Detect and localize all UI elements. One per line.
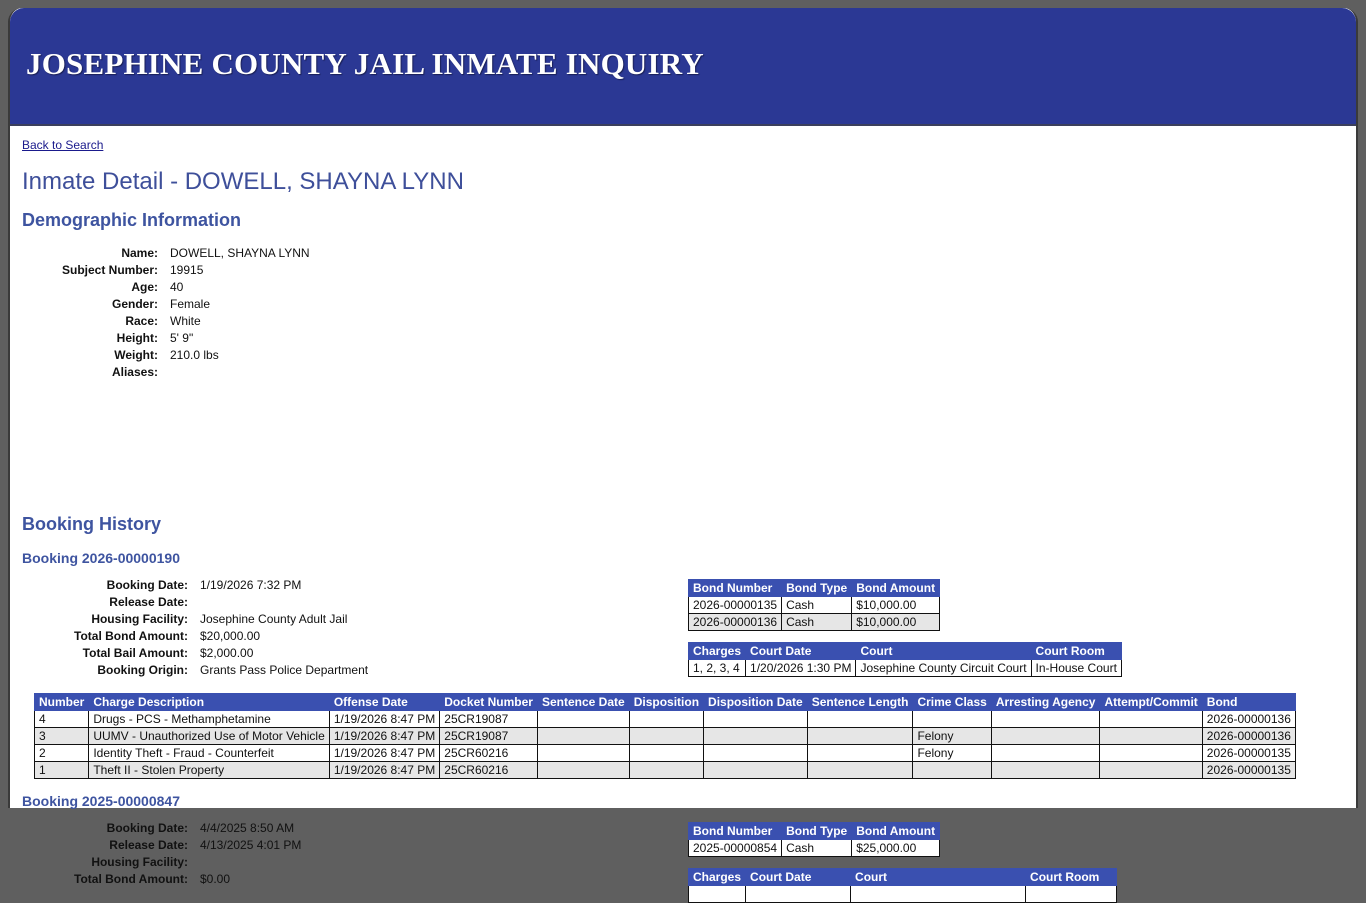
charge-number-cell: 2 [35,745,89,762]
crime-class-cell: Felony [913,745,991,762]
bond-amount-cell: $10,000.00 [852,614,940,631]
field-value: 4/4/2025 8:50 AM [200,821,295,835]
booking-details-table [62,820,301,888]
column-header: Bond Amount [852,823,940,840]
column-header: Offense Date [329,694,439,711]
bond-type-cell: Cash [782,840,852,857]
disposition-date-cell [704,745,808,762]
field-value: White [170,314,201,328]
field-label: Weight: [114,348,158,362]
table-row [689,660,1122,677]
disposition-cell [629,745,703,762]
docket-number-cell: 25CR19087 [440,711,538,728]
crime-class-cell [913,762,991,779]
table-row [35,745,1296,762]
field-label: Total Bail Amount: [82,646,188,660]
field-label: Aliases: [111,365,158,379]
field-value: $0.00 [200,872,231,886]
field-row-age [50,279,310,296]
field-value: 4/13/2025 4:01 PM [200,838,302,852]
field-label: Race: [125,314,158,328]
field-value: Grants Pass Police Department [200,663,369,677]
field-value [200,594,368,611]
field-row-aliases [50,364,310,381]
field-value: $20,000.00 [200,629,261,643]
booking-title: Booking 2026-00000190 [22,550,180,566]
field-value: 40 [170,280,184,294]
column-header: Court Date [746,643,856,660]
court-table [688,868,1117,903]
column-header: Bond Type [782,823,852,840]
field-label: Booking Date: [106,578,188,592]
disposition-cell [629,711,703,728]
sentence-date-cell [537,711,629,728]
sentence-length-cell [807,762,913,779]
field-row-gender [50,296,310,313]
bond-cell: 2026-00000135 [1202,745,1295,762]
sentence-date-cell [537,745,629,762]
page-frame [8,8,1358,886]
column-header: Court Room [1031,643,1121,660]
charges-cell: 1, 2, 3, 4 [689,660,746,677]
column-header: Sentence Date [537,694,629,711]
charge-description-cell: UUMV - Unauthorized Use of Motor Vehicle [89,728,329,745]
field-label: Total Bond Amount: [74,629,188,643]
field-row-subject-number [50,262,310,279]
table-row [689,840,940,857]
charge-description-cell: Theft II - Stolen Property [89,762,329,779]
sentence-length-cell [807,728,913,745]
sentence-length-cell [807,745,913,762]
table-row [689,886,1117,903]
field-label: Booking Origin: [97,663,188,677]
field-label: Age: [131,280,158,294]
sentence-date-cell [537,728,629,745]
arresting-agency-cell [991,728,1100,745]
field-value [170,364,310,381]
column-header: Charges [689,643,746,660]
column-header: Court Room [1026,869,1117,886]
bonds-table [688,579,940,631]
attempt-commit-cell [1100,762,1202,779]
field-label: Subject Number: [61,263,158,277]
bond-type-cell: Cash [782,614,852,631]
crime-class-cell [913,711,991,728]
table-row [689,597,940,614]
column-header: Charges [689,869,746,886]
booking-title: Booking 2025-00000847 [22,793,180,809]
arresting-agency-cell [991,711,1100,728]
sentence-date-cell [537,762,629,779]
column-header: Bond Amount [852,580,940,597]
field-value: 5' 9" [170,331,194,345]
bond-type-cell: Cash [782,597,852,614]
disposition-date-cell [704,762,808,779]
bond-cell: 2026-00000136 [1202,711,1295,728]
court-table [688,642,1122,677]
charge-number-cell: 1 [35,762,89,779]
demographic-section-title: Demographic Information [22,210,242,230]
bond-number-cell: 2026-00000135 [689,597,782,614]
docket-number-cell: 25CR60216 [440,745,538,762]
field-value: 1/19/2026 7:32 PM [200,578,302,592]
header-banner [10,8,1356,126]
bond-amount-cell: $10,000.00 [852,597,940,614]
bonds-table [688,822,940,857]
court-cell: Josephine County Circuit Court [856,660,1031,677]
column-header: Bond Type [782,580,852,597]
charge-description-cell: Drugs - PCS - Methamphetamine [89,711,329,728]
field-label: Total Bond Amount: [74,872,188,886]
offense-date-cell: 1/19/2026 8:47 PM [329,745,439,762]
field-label: Booking Date: [106,821,188,835]
page-title: Inmate Detail - DOWELL, SHAYNA LYNN [22,168,464,195]
bond-number-cell: 2026-00000136 [689,614,782,631]
field-label: Height: [116,331,158,345]
charge-description-cell: Identity Theft - Fraud - Counterfeit [89,745,329,762]
arresting-agency-cell [991,745,1100,762]
back-to-search-link[interactable]: Back to Search [22,138,104,152]
column-header: Bond [1202,694,1295,711]
disposition-cell [629,762,703,779]
field-value [200,854,301,871]
column-header: Disposition Date [704,694,808,711]
disposition-date-cell [704,711,808,728]
charges-table [34,693,1296,779]
field-label: Housing Facility: [91,855,188,869]
field-label: Name: [121,246,158,260]
field-value: $2,000.00 [200,646,254,660]
attempt-commit-cell [1100,711,1202,728]
offense-date-cell: 1/19/2026 8:47 PM [329,711,439,728]
column-header: Court [851,869,1026,886]
disposition-cell [629,728,703,745]
field-row-race [50,313,310,330]
column-header: Bond Number [689,823,782,840]
bond-amount-cell: $25,000.00 [852,840,940,857]
offense-date-cell: 1/19/2026 8:47 PM [329,728,439,745]
disposition-date-cell [704,728,808,745]
column-header: Sentence Length [807,694,913,711]
booking-details-table [62,577,368,679]
table-row [35,728,1296,745]
field-value: 19915 [170,263,204,277]
column-header: Docket Number [440,694,538,711]
column-header: Court Date [746,869,851,886]
bond-cell: 2026-00000136 [1202,728,1295,745]
sentence-length-cell [807,711,913,728]
attempt-commit-cell [1100,745,1202,762]
docket-number-cell: 25CR19087 [440,728,538,745]
booking-history-section-title: Booking History [22,514,162,534]
table-row [689,614,940,631]
column-header: Arresting Agency [991,694,1100,711]
demographics-table [50,245,310,381]
arresting-agency-cell [991,762,1100,779]
field-row-height [50,330,310,347]
column-header: Attempt/Commit [1100,694,1202,711]
field-value: Josephine County Adult Jail [200,612,348,626]
field-value: Female [170,297,211,311]
field-value: DOWELL, SHAYNA LYNN [170,246,310,260]
column-header: Court [856,643,1031,660]
table-row [35,711,1296,728]
field-label: Release Date: [109,595,188,609]
column-header: Bond Number [689,580,782,597]
docket-number-cell: 25CR60216 [440,762,538,779]
column-header: Crime Class [913,694,991,711]
charge-number-cell: 4 [35,711,89,728]
field-value: 210.0 lbs [170,348,219,362]
field-label: Release Date: [109,838,188,852]
column-header: Charge Description [89,694,329,711]
field-label: Housing Facility: [91,612,188,626]
court-date-cell: 1/20/2026 1:30 PM [746,660,856,677]
column-header: Number [35,694,89,711]
site-title: JOSEPHINE COUNTY JAIL INMATE INQUIRY [26,46,704,81]
field-row-name [50,245,310,262]
offense-date-cell: 1/19/2026 8:47 PM [329,762,439,779]
bond-cell: 2026-00000135 [1202,762,1295,779]
column-header: Disposition [629,694,703,711]
court-room-cell: In-House Court [1031,660,1121,677]
charge-number-cell: 3 [35,728,89,745]
field-row-weight [50,347,310,364]
table-row [35,762,1296,779]
crime-class-cell: Felony [913,728,991,745]
field-label: Gender: [111,297,158,311]
bond-number-cell: 2025-00000854 [689,840,782,857]
attempt-commit-cell [1100,728,1202,745]
